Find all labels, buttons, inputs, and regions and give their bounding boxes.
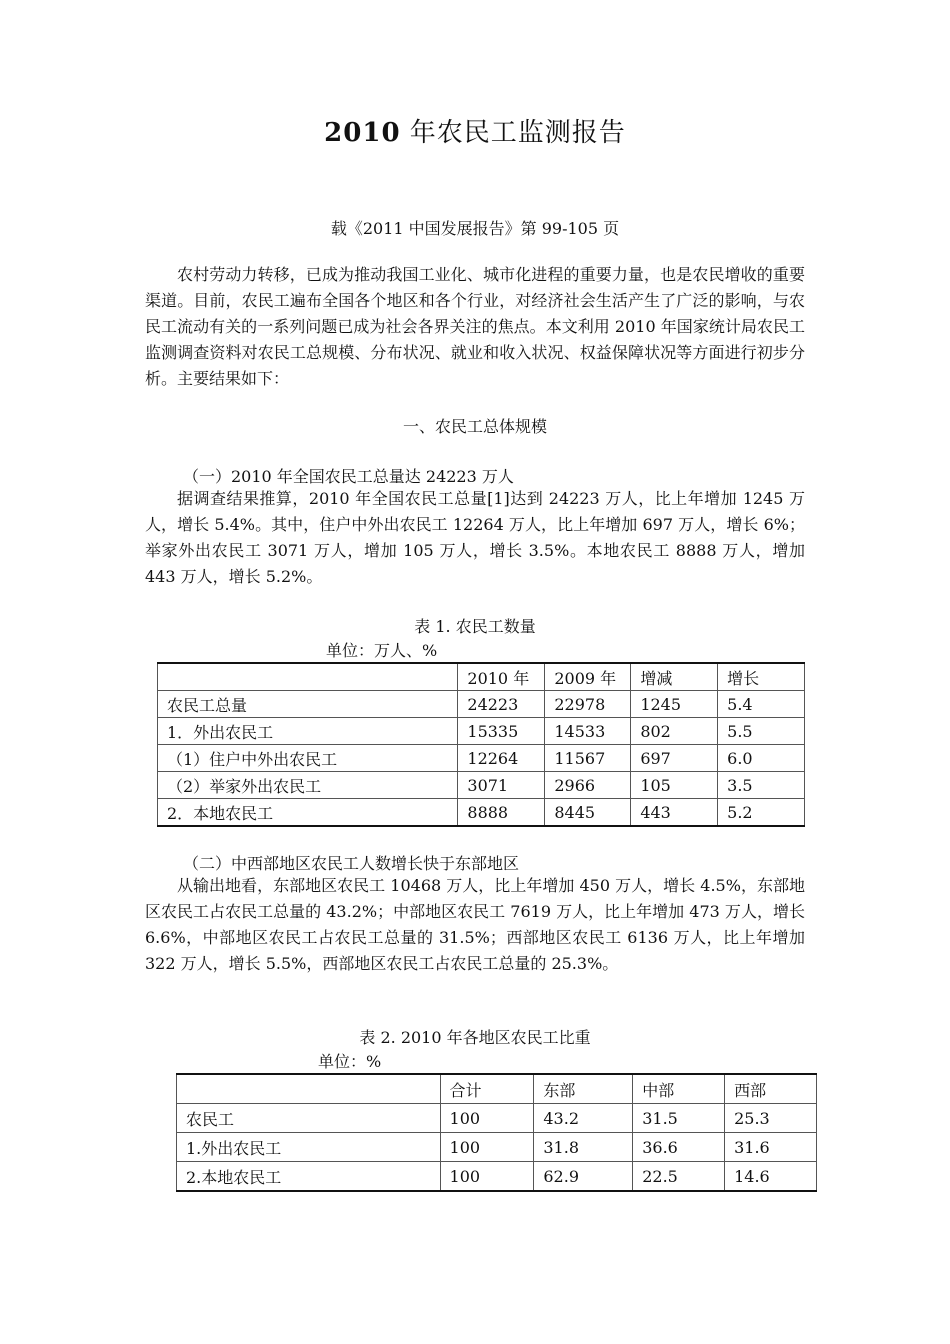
table2-cell: 31.5	[633, 1104, 725, 1133]
table1-caption: 表 1. 农民工数量	[414, 617, 536, 636]
table2-header-row	[177, 1074, 817, 1104]
body-paragraph-2	[145, 873, 805, 977]
table1-cell: 1．外出农民工	[158, 718, 458, 745]
page-title	[0, 112, 950, 149]
table1-cell: 8445	[545, 799, 631, 827]
table1-header-cell: 2009 年	[545, 663, 631, 691]
table2-header-cell: 合计	[440, 1074, 534, 1104]
table1-cell: 443	[631, 799, 718, 827]
subsection-heading-2: （二）中西部地区农民工人数增长快于东部地区	[183, 854, 520, 873]
table2-header-cell: 东部	[534, 1074, 633, 1104]
table1-row	[158, 718, 805, 745]
table1-cell: 802	[631, 718, 718, 745]
table1-row	[158, 691, 805, 718]
table1-cell: 5.2	[718, 799, 805, 827]
table1-cell: 5.5	[718, 718, 805, 745]
table1-header-cell: 增减	[631, 663, 718, 691]
table2-header-cell	[177, 1074, 441, 1104]
table1-cell: 15335	[458, 718, 545, 745]
table1-cell: 8888	[458, 799, 545, 827]
section-heading: 一、农民工总体规模	[402, 417, 547, 436]
intro-text: 农村劳动力转移，已成为推动我国工业化、城市化进程的重要力量，也是农民增收的重要渠道。目前，农民工遍布全国各个地区和各个行业，对经济社会生活产生了广泛的影响，与农民工流动有关的一系列问题已成为社会各界关注的焦点。本文利用 2010 年国家统计局农民工监测调查资料对农民工总规模、分布状况、就业和收入状况、权益保障状况等方面进行初步分析。主要结果如下：	[145, 265, 805, 388]
body-text-2: 从输出地看，东部地区农民工 10468 万人，比上年增加 450 万人，增长 4.5%，东部地区农民工占农民工总量的 43.2%；中部地区农民工 7619 万人，比上年增加 473 万人，增长 6.6%，中部地区农民工占农民工总量的 31.5%；西部地区农民工 6136 万人，比上年增加 322 万人，增长 5.5%，西部地区农民工占农民工总量的 25.3%。	[145, 876, 805, 973]
table1-cell: 3.5	[718, 772, 805, 799]
table1-cell: （1）住户中外出农民工	[158, 745, 458, 772]
table2-cell: 100	[440, 1104, 534, 1133]
table1-cell: 3071	[458, 772, 545, 799]
table2-row	[177, 1133, 817, 1162]
table2-cell: 14.6	[725, 1162, 817, 1192]
table2-cell: 2.本地农民工	[177, 1162, 441, 1192]
table1-header-row	[158, 663, 805, 691]
table1-cell: 22978	[545, 691, 631, 718]
table2-cell: 62.9	[534, 1162, 633, 1192]
table2-cell: 25.3	[725, 1104, 817, 1133]
subsection-heading-1: （一）2010 年全国农民工总量达 24223 万人	[183, 467, 514, 486]
table1-cell: 24223	[458, 691, 545, 718]
table2-cell: 22.5	[633, 1162, 725, 1192]
table1-cell: 2．本地农民工	[158, 799, 458, 827]
table2-header-cell: 中部	[633, 1074, 725, 1104]
source-citation: 载《2011 中国发展报告》第 99-105 页	[330, 219, 620, 238]
table1-cell: 6.0	[718, 745, 805, 772]
table1-cell: 2966	[545, 772, 631, 799]
table1-row	[158, 799, 805, 827]
table1-cell: 697	[631, 745, 718, 772]
table2-cell: 1.外出农民工	[177, 1133, 441, 1162]
body-text-1: 据调查结果推算，2010 年全国农民工总量[1]达到 24223 万人，比上年增加 1245 万人，增长 5.4%。其中，住户中外出农民工 12264 万人，比上年增加 697 万人，增长 6%；举家外出农民工 3071 万人，增加 105 万人，增长 3.5%。本地农民工 8888 万人，增加 443 万人，增长 5.2%。	[145, 489, 805, 586]
table2-cell: 农民工	[177, 1104, 441, 1133]
table1-cell: 农民工总量	[158, 691, 458, 718]
table2-cell: 31.6	[725, 1133, 817, 1162]
table2-cell: 100	[440, 1162, 534, 1192]
table1-unit: 单位：万人、%	[326, 641, 438, 660]
table2-row	[177, 1104, 817, 1133]
table1-cell: 14533	[545, 718, 631, 745]
table1-header-cell	[158, 663, 458, 691]
table2-row	[177, 1162, 817, 1192]
title-year: 2010	[324, 118, 401, 148]
table2-cell: 100	[440, 1133, 534, 1162]
table1-cell: 5.4	[718, 691, 805, 718]
table1-cell: 105	[631, 772, 718, 799]
table1-row	[158, 745, 805, 772]
table2-caption: 表 2. 2010 年各地区农民工比重	[359, 1028, 591, 1047]
body-paragraph-1	[145, 486, 805, 590]
table1-cell: 12264	[458, 745, 545, 772]
table1-cell: （2）举家外出农民工	[158, 772, 458, 799]
table1-cell: 11567	[545, 745, 631, 772]
table1-header-cell: 2010 年	[458, 663, 545, 691]
table2	[176, 1073, 817, 1192]
table1	[157, 662, 805, 827]
table2-header-cell: 西部	[725, 1074, 817, 1104]
table2-unit: 单位：%	[318, 1052, 382, 1071]
table2-cell: 31.8	[534, 1133, 633, 1162]
intro-paragraph	[145, 262, 805, 392]
table2-cell: 43.2	[534, 1104, 633, 1133]
table1-cell: 1245	[631, 691, 718, 718]
title-text: 年农民工监测报告	[400, 118, 626, 148]
table2-cell: 36.6	[633, 1133, 725, 1162]
table1-row	[158, 772, 805, 799]
table1-header-cell: 增长	[718, 663, 805, 691]
